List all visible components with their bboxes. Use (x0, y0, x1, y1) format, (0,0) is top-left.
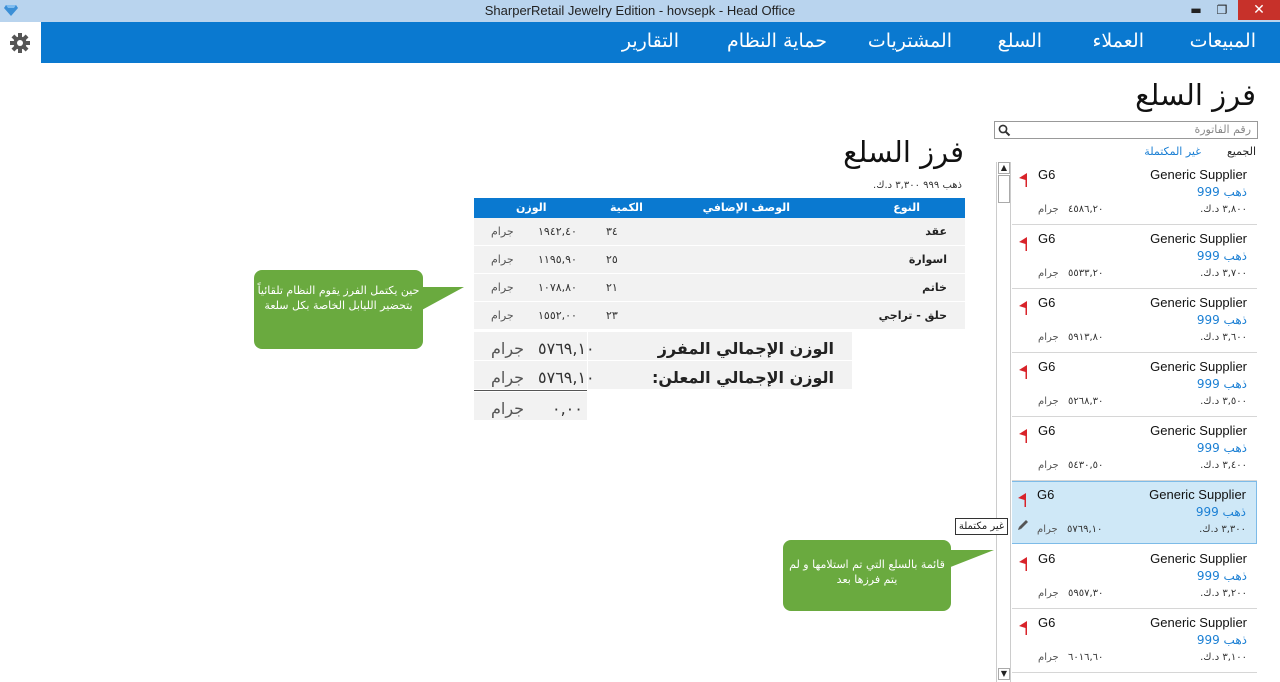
list-scrollbar[interactable] (996, 162, 1011, 682)
item-type: عقد (925, 225, 947, 238)
col-description: الوصف الإضافي (702, 201, 790, 214)
metal-type: ذهب 999 (1196, 569, 1247, 583)
close-button[interactable]: ✕ (1238, 0, 1280, 20)
item-weight: ٦٠١٦,٦٠ (1068, 652, 1104, 663)
col-weight: الوزن (516, 201, 547, 214)
item-weight: ٥٩١٣,٨٠ (1068, 332, 1104, 343)
weight-unit: جرام (491, 399, 525, 418)
metal-type: ذهب 999 (1196, 313, 1247, 327)
metal-price: ٣,٤٠٠ د.ك. (1200, 460, 1247, 471)
table-row[interactable] (474, 246, 965, 274)
weight-unit: جرام (1037, 524, 1058, 535)
item-type: حلق - تراجي (878, 309, 947, 322)
weight-unit: جرام (1038, 396, 1059, 407)
col-quantity: الكمية (610, 201, 643, 214)
search-icon[interactable] (998, 124, 1011, 137)
weight-unit: جرام (1038, 268, 1059, 279)
metal-price: ٣,٦٠٠ د.ك. (1200, 332, 1247, 343)
item-code: G6 (1038, 551, 1056, 566)
weight-unit: جرام (1038, 204, 1059, 215)
difference-value: ٠,٠٠ (552, 399, 583, 418)
supplier-name: Generic Supplier (1150, 423, 1247, 438)
item-weight: ١٥٥٢,٠٠ (538, 309, 577, 322)
sorted-total-value: ٥٧٦٩,١٠ (538, 339, 595, 358)
item-weight: ٤٥٨٦,٢٠ (1068, 204, 1104, 215)
list-item[interactable] (1012, 546, 1257, 609)
item-weight: ١١٩٥,٩٠ (538, 253, 577, 266)
weight-unit: جرام (491, 339, 525, 358)
unsorted-items-list (1012, 162, 1257, 682)
declared-total-value: ٥٧٦٩,١٠ (538, 368, 595, 387)
scroll-thumb[interactable] (998, 175, 1010, 203)
filter-incomplete[interactable]: غير المكتملة (1144, 145, 1201, 158)
item-weight: ٥٧٦٩,١٠ (1067, 524, 1103, 535)
item-quantity: ٢٥ (606, 253, 618, 266)
menu-sales[interactable]: المبيعات (1189, 30, 1256, 52)
supplier-name: Generic Supplier (1150, 551, 1247, 566)
detail-title: فرز السلع (843, 135, 964, 169)
item-quantity: ٢٣ (606, 309, 618, 322)
table-row[interactable] (474, 274, 965, 302)
supplier-name: Generic Supplier (1149, 487, 1246, 502)
page-title: فرز السلع (1135, 78, 1256, 112)
callout-tail (948, 548, 996, 570)
maximize-button[interactable]: ❐ (1216, 3, 1228, 17)
flag-icon (1019, 301, 1029, 315)
flag-icon (1019, 173, 1029, 187)
list-item[interactable] (1012, 290, 1257, 353)
supplier-name: Generic Supplier (1150, 167, 1247, 182)
supplier-name: Generic Supplier (1150, 615, 1247, 630)
sorted-total-label: الوزن الإجمالي المفرز (657, 339, 834, 358)
item-type: اسوارة (908, 253, 947, 266)
item-quantity: ٣٤ (606, 225, 618, 238)
window-title: SharperRetail Jewelry Edition - hovsepk - Head Office (484, 3, 796, 18)
sorted-total-value-cell (474, 332, 595, 360)
metal-price: ٣,٥٠٠ د.ك. (1200, 396, 1247, 407)
item-weight: ٥٢٦٨,٣٠ (1068, 396, 1104, 407)
item-code: G6 (1038, 231, 1056, 246)
metal-type: ذهب 999 (1195, 505, 1246, 519)
item-code: G6 (1038, 295, 1056, 310)
menu-customers[interactable]: العملاء (1092, 30, 1144, 52)
weight-unit: جرام (491, 225, 514, 238)
settings-button[interactable] (0, 22, 41, 63)
item-code: G6 (1037, 487, 1055, 502)
metal-price: ٣,٢٠٠ د.ك. (1200, 588, 1247, 599)
weight-unit: جرام (1038, 332, 1059, 343)
metal-type: ذهب 999 (1196, 185, 1247, 199)
detail-subtitle: ذهب ٩٩٩ ٣,٣٠٠ د.ك. (873, 180, 962, 191)
menu-purchases[interactable]: المشتريات (867, 30, 952, 52)
weight-unit: جرام (491, 253, 514, 266)
metal-type: ذهب 999 (1196, 249, 1247, 263)
difference-value-cell (474, 392, 587, 420)
list-item[interactable] (1012, 418, 1257, 481)
scroll-up-arrow-icon[interactable]: ▲ (998, 162, 1010, 174)
item-code: G6 (1038, 423, 1056, 438)
declared-total-value-cell (474, 361, 595, 389)
metal-type: ذهب 999 (1196, 441, 1247, 455)
table-header (474, 198, 965, 218)
list-item[interactable] (1012, 162, 1257, 225)
table-row[interactable] (474, 302, 965, 330)
invoice-search-input[interactable] (994, 121, 1258, 139)
flag-icon (1019, 365, 1029, 379)
weight-unit: جرام (1038, 588, 1059, 599)
title-bar (0, 0, 1280, 22)
list-item[interactable] (1012, 226, 1257, 289)
flag-icon (1018, 493, 1028, 507)
pencil-icon[interactable] (1016, 518, 1030, 532)
menu-items[interactable]: السلع (997, 30, 1042, 52)
menu-reports[interactable]: التقارير (621, 30, 679, 52)
metal-price: ٣,٧٠٠ د.ك. (1200, 268, 1247, 279)
weight-unit: جرام (1038, 652, 1059, 663)
filter-all[interactable]: الجميع (1226, 145, 1256, 158)
metal-price: ٣,٨٠٠ د.ك. (1200, 204, 1247, 215)
flag-icon (1019, 429, 1029, 443)
flag-icon (1019, 557, 1029, 571)
item-code: G6 (1038, 359, 1056, 374)
list-item-selected[interactable] (1012, 481, 1257, 544)
list-item[interactable] (1012, 610, 1257, 673)
item-weight: ٥٥٣٣,٢٠ (1068, 268, 1104, 279)
item-quantity: ٢١ (606, 281, 618, 294)
metal-type: ذهب 999 (1196, 377, 1247, 391)
weight-unit: جرام (491, 281, 514, 294)
item-weight: ١٩٤٢,٤٠ (538, 225, 577, 238)
menu-system-security[interactable]: حماية النظام (727, 30, 827, 52)
table-row[interactable] (474, 218, 965, 246)
item-weight: ٥٩٥٧,٣٠ (1068, 588, 1104, 599)
metal-type: ذهب 999 (1196, 633, 1247, 647)
supplier-name: Generic Supplier (1150, 231, 1247, 246)
declared-total-label-cell (588, 361, 852, 389)
item-weight: ١٠٧٨,٨٠ (538, 281, 577, 294)
scroll-down-arrow-icon[interactable]: ▼ (998, 668, 1010, 680)
unsorted-list-callout: قائمة بالسلع التي تم استلامها و لم يتم فرزها بعد (783, 540, 951, 611)
metal-price: ٣,١٠٠ د.ك. (1200, 652, 1247, 663)
item-type: خاتم (922, 281, 947, 294)
item-code: G6 (1038, 615, 1056, 630)
item-weight: ٥٤٣٠,٥٠ (1068, 460, 1104, 471)
declared-total-label: الوزن الإجمالي المعلن: (652, 368, 834, 387)
callout-tail (420, 283, 465, 313)
sorting-complete-callout: حين يكتمل الفرز يقوم النظام تلقائياً بتحضير الليابل الخاصة بكل سلعة (254, 270, 423, 349)
gear-icon (9, 32, 31, 54)
incomplete-status-tag: غير مكتملة (955, 518, 1008, 535)
weight-unit: جرام (491, 309, 514, 322)
supplier-name: Generic Supplier (1150, 359, 1247, 374)
weight-unit: جرام (1038, 460, 1059, 471)
main-menu (41, 22, 1280, 63)
col-type: النوع (893, 201, 920, 214)
supplier-name: Generic Supplier (1150, 295, 1247, 310)
weight-unit: جرام (491, 368, 525, 387)
flag-icon (1019, 237, 1029, 251)
minimize-button[interactable]: ▬ (1190, 3, 1202, 17)
item-code: G6 (1038, 167, 1056, 182)
total-divider (474, 390, 587, 391)
flag-icon (1019, 621, 1029, 635)
search-placeholder: رقم الفاتورة (1194, 123, 1251, 136)
metal-price: ٣,٣٠٠ د.ك. (1199, 524, 1246, 535)
list-item[interactable] (1012, 354, 1257, 417)
sorted-total-label-cell (588, 332, 852, 360)
